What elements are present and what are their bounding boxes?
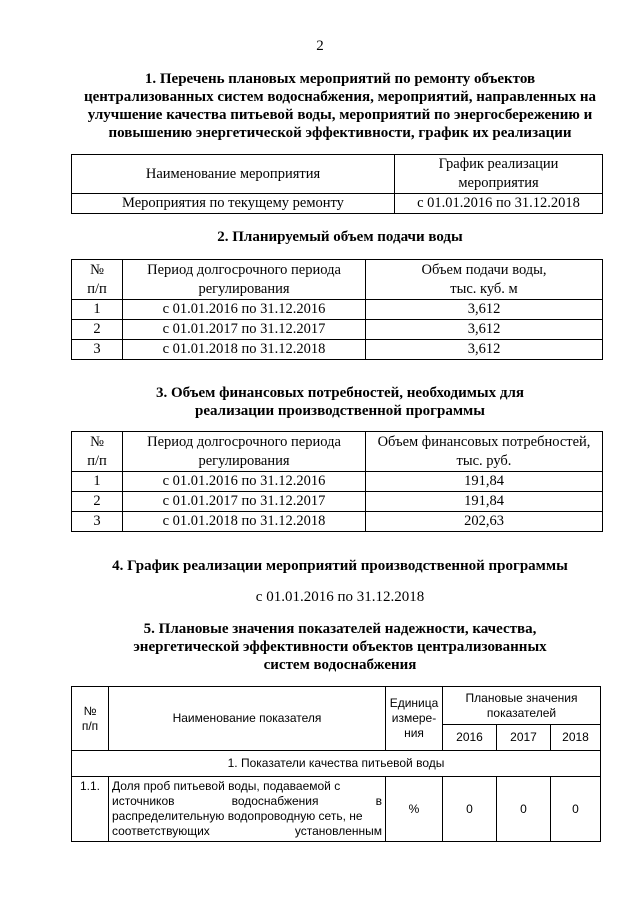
header-line: п/п [81,718,99,733]
header-line: тыс. куб. м [450,280,518,297]
row-number: 1.1. [72,777,109,842]
header-financial [366,432,603,472]
section4-period: с 01.01.2016 по 31.12.2018 [255,589,425,605]
row-number: 3 [72,512,123,532]
header-number [72,432,123,472]
indicators-table [71,686,601,842]
header-line: Объем финансовых потребностей, [377,433,591,450]
header-planned-values [443,687,601,725]
header-line: Период долгосрочного периода [147,261,341,278]
header-activity-name: Наименование мероприятия [72,155,395,194]
section5-title-line: 5. Плановые значения показателей надежности, качества, [143,621,537,637]
header-line: Плановые значения [465,690,578,705]
activities-table [71,154,603,214]
section4-title: 4. График реализации мероприятий производственной программы [112,558,568,574]
row-number: 2 [72,320,123,340]
header-schedule-line: График реализации [438,156,559,172]
schedule-cell: с 01.01.2016 по 31.12.2018 [395,194,603,214]
header-line: Объем подачи воды, [421,261,547,278]
indicator-line: распределительную водопроводную сеть, не [112,809,363,823]
row-amount: 191,84 [366,472,603,492]
header-indicator-name: Наименование показателя [109,687,386,751]
row-period: с 01.01.2018 по 31.12.2018 [123,340,366,360]
row-number: 3 [72,340,123,360]
header-period [123,260,366,300]
row-amount: 202,63 [366,512,603,532]
indicator-line: соответствующих установленным [112,824,382,838]
table-row [72,512,603,532]
section3-title-line: реализации производственной программы [195,403,485,419]
header-line: № [83,703,97,718]
header-line: Единица [389,696,439,710]
header-line: ния [404,726,424,740]
header-line: № [90,433,104,450]
row-value: 0 [551,777,601,842]
header-line: тыс. руб. [456,452,512,469]
row-number: 1 [72,472,123,492]
header-line: регулирования [198,280,290,297]
section1-title-line: 1. Перечень плановых мероприятий по ремонту объектов [144,71,536,87]
table-row [72,300,603,320]
row-period: с 01.01.2016 по 31.12.2016 [123,300,366,320]
row-period: с 01.01.2016 по 31.12.2016 [123,472,366,492]
indicator-line: Доля проб питьевой воды, подаваемой с [112,779,341,793]
row-period: с 01.01.2017 по 31.12.2017 [123,320,366,340]
header-line: № [90,261,104,278]
group-title: 1. Показатели качества питьевой воды [72,751,601,777]
header-schedule [395,155,603,194]
row-volume: 3,612 [366,320,603,340]
header-volume [366,260,603,300]
header-line: п/п [87,280,107,297]
header-year: 2016 [443,725,497,751]
row-volume: 3,612 [366,300,603,320]
group-row [72,751,601,777]
header-line: п/п [87,452,107,469]
table-row [72,340,603,360]
page-number: 2 [316,38,324,54]
water-supply-table [71,259,603,360]
header-year: 2017 [497,725,551,751]
row-period: с 01.01.2018 по 31.12.2018 [123,512,366,532]
header-number [72,687,109,751]
row-value: 0 [443,777,497,842]
header-year: 2018 [551,725,601,751]
header-schedule-line: мероприятия [458,175,539,191]
section2-title: 2. Планируемый объем подачи воды [217,229,463,245]
financial-needs-table [71,431,603,532]
header-line: измере- [391,711,437,725]
row-number: 1 [72,300,123,320]
section3-title-line: 3. Объем финансовых потребностей, необходимых для [155,385,525,401]
section3-title [60,384,620,420]
table-row [72,777,601,842]
activity-cell: Мероприятия по текущему ремонту [72,194,395,214]
row-unit: % [386,777,443,842]
table-row [72,320,603,340]
header-line: Период долгосрочного периода [147,433,341,450]
indicator-line: источников водоснабжения в [112,794,382,808]
header-line: показателей [486,705,557,720]
table-row [72,194,603,214]
header-period [123,432,366,472]
table-row [72,472,603,492]
section5-title [60,620,620,674]
row-value: 0 [497,777,551,842]
section1-title-line: улучшение качества питьевой воды, мероприятий по энергосбережению и [87,107,593,123]
row-indicator-name [109,777,386,842]
table-row [72,492,603,512]
section1-title-line: повышению энергетической эффективности, график их реализации [108,125,572,141]
section1-title-line: централизованных систем водоснабжения, мероприятий, направленных на [83,89,597,105]
header-unit [386,687,443,751]
row-period: с 01.01.2017 по 31.12.2017 [123,492,366,512]
row-volume: 3,612 [366,340,603,360]
section5-title-line: систем водоснабжения [263,657,417,673]
header-line: регулирования [198,452,290,469]
section1-title [60,70,620,142]
row-amount: 191,84 [366,492,603,512]
row-number: 2 [72,492,123,512]
header-number [72,260,123,300]
section5-title-line: энергетической эффективности объектов централизованных [133,639,547,655]
